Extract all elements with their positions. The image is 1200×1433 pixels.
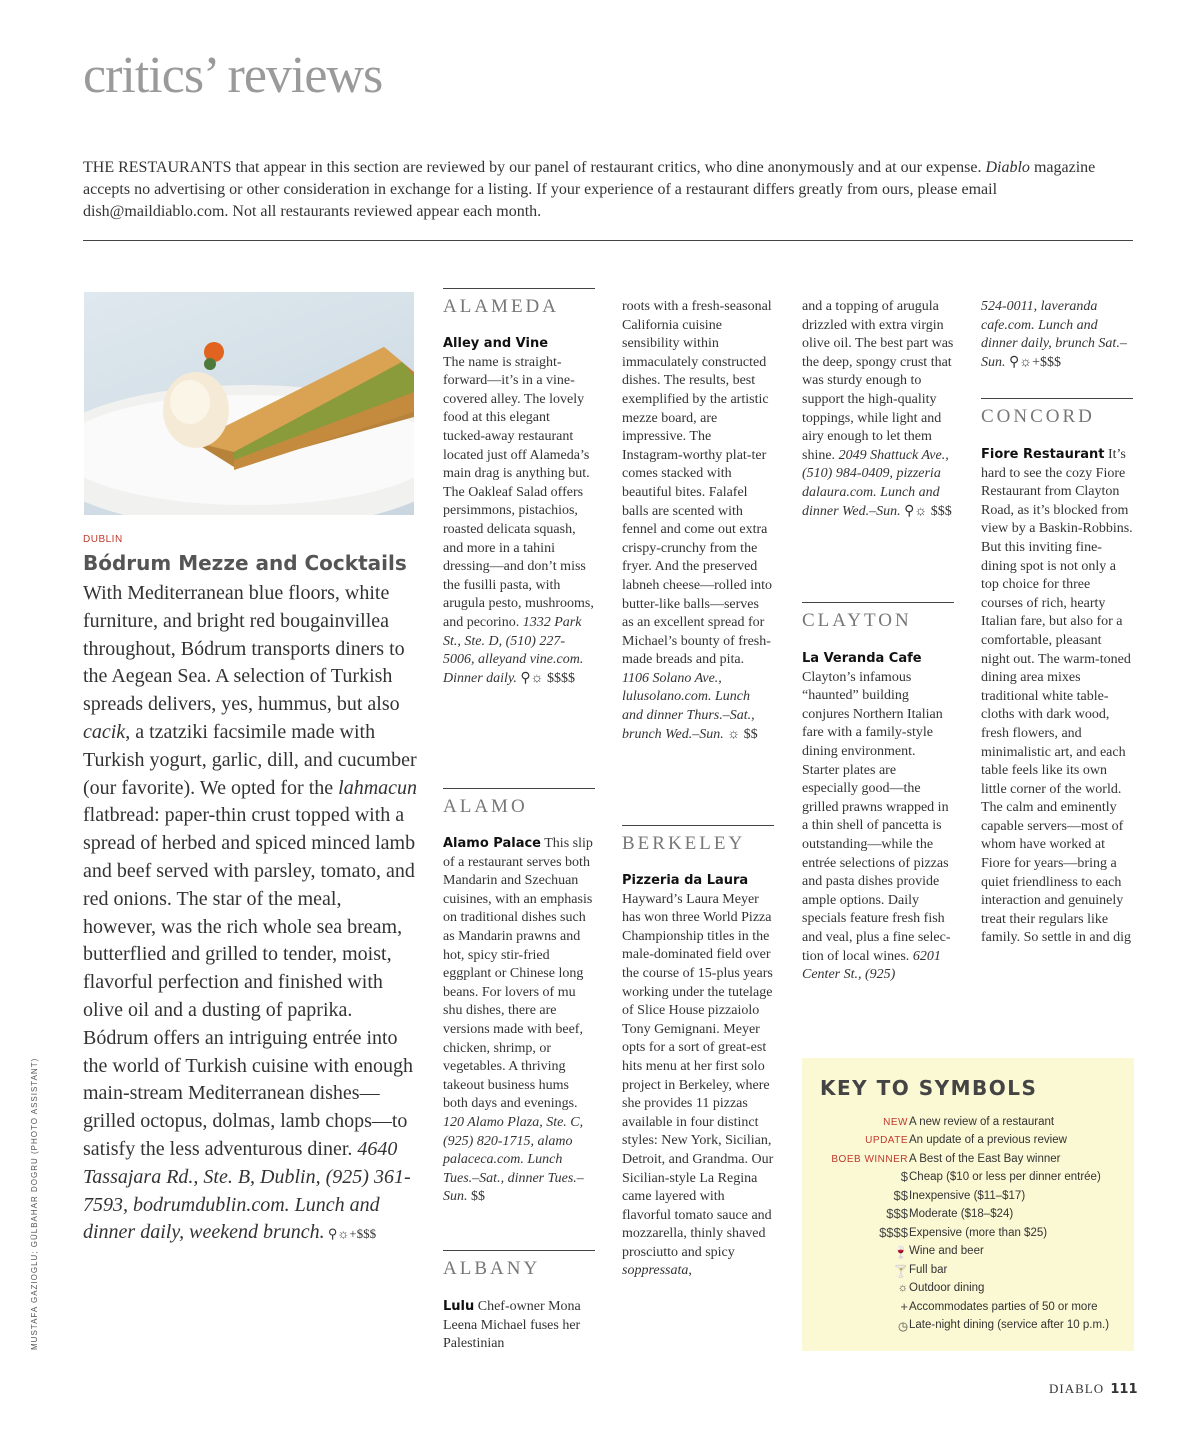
key-description: A new review of a restaurant: [909, 1116, 1055, 1128]
key-description: Cheap ($10 or less per dinner entrée): [909, 1171, 1101, 1183]
review-info: 120 Alamo Plaza, Ste. C, (925) 820-1715, alamo palaceca.com. Lunch Tues.–Sat., dinner Tues.–Sun.: [443, 1114, 584, 1205]
col4-divider: [981, 398, 1133, 399]
photo-credit: MUSTAFA GAZIOGLU; GÜLBAHAR DOGRU (PHOTO ASSISTANT): [30, 1057, 39, 1350]
intro-paragraph: [83, 157, 1133, 223]
page-number: 111: [1110, 1382, 1138, 1397]
plus-icon: +: [900, 1299, 908, 1314]
restaurant-name: Fiore Restaurant: [981, 447, 1105, 462]
key-description: Inexpensive ($11–$17): [909, 1190, 1026, 1202]
key-description: Expensive (more than $25): [909, 1227, 1048, 1239]
key-symbol: UPDATE: [865, 1135, 908, 1146]
featured-text-1: With Mediterranean blue floors, white furniture, and bright red bougainvillea throughout, Bódrum transports diners to the Aegean Sea. A selection of Turkish spreads delivers, yes, hummus, but also: [83, 582, 405, 716]
wine-glass-icon: 🍷: [893, 1247, 908, 1259]
key-row: [808, 1264, 1128, 1283]
review-pizzeria-continued: [802, 298, 954, 521]
review-la-veranda: [802, 650, 954, 985]
city-berkeley: BERKELEY: [622, 833, 746, 854]
restaurant-name: Pizzeria da Laura: [622, 873, 749, 888]
key-row: [808, 1245, 1128, 1264]
section-title: critics’ reviews: [83, 47, 383, 104]
review-symbols: ⚲☼+: [1005, 354, 1040, 370]
featured-em-1: cacik: [83, 720, 126, 743]
key-symbol: $: [900, 1169, 908, 1184]
col1-divider-c: [443, 1250, 595, 1251]
key-description: Full bar: [909, 1264, 948, 1276]
key-symbol: $$$: [886, 1206, 908, 1221]
intro-text-2: magazine accepts no advertising or other consideration in exchange for a listing. If your experience of a restaurant differs greatly from ours, please email dish@maildiablo.com. Not all restaurants reviewed appear each month.: [83, 159, 1096, 220]
key-row: [808, 1190, 1128, 1209]
featured-info: 4640 Tassajara Rd., Ste. B, Dublin, (925) 361-7593, bodrumdublin.com. Lunch and dinner daily, weekend brunch.: [83, 1137, 411, 1244]
key-row: [808, 1208, 1128, 1227]
featured-photo: [84, 292, 414, 515]
review-text: and a topping of arugula drizzled with extra virgin olive oil. The best part was the deep, spongy crust that was sturdy enough to support the high-quality toppings, while light and airy enough to let them shine.: [802, 299, 954, 463]
featured-symbols: ⚲☼+: [324, 1226, 357, 1242]
col3-divider: [802, 602, 954, 603]
key-description: Late-night dining (service after 10 p.m.): [909, 1319, 1110, 1331]
review-lulu-continued: [622, 298, 774, 744]
review-info: 2049 Shattuck Ave., (510) 984-0409, pizzeria dalaura.com. Lunch and dinner Wed.–Sun.: [802, 447, 949, 519]
featured-restaurant-name: Bódrum Mezze and Cocktails: [83, 551, 407, 575]
key-symbol: NEW: [883, 1117, 908, 1128]
key-row: [808, 1301, 1128, 1320]
review-alamo-palace: [443, 835, 595, 1207]
review-symbols: ☼: [723, 726, 744, 742]
key-description: Wine and beer: [909, 1245, 984, 1257]
key-description: A Best of the East Bay winner: [909, 1153, 1061, 1165]
key-description: Accommodates parties of 50 or more: [909, 1301, 1098, 1313]
restaurant-name: Alley and Vine: [443, 336, 549, 351]
sun-icon: ☼: [897, 1282, 908, 1294]
key-description: Moderate ($18–$24): [909, 1208, 1014, 1220]
review-info: 524-0011, laveranda cafe.com. Lunch and dinner daily, brunch Sat.–Sun.: [981, 299, 1127, 370]
featured-em-2: lahmacun: [338, 776, 418, 799]
review-text: This slip of a restaurant serves both Mandarin and Szechuan cuisines, with an emphasis on traditional dishes such as Mandarin prawns and hot, spicy stir-fried eggplant or Chinese long beans. For lovers of mu shu dishes, there are versions made with beef, chicken, shrimp, or vegetables. A thriving takeout business hums both days and evenings.: [443, 836, 593, 1112]
intro-lead: THE RESTAURANTS: [83, 159, 232, 176]
review-text: Hayward’s Laura Meyer has won three World Pizza Championship titles in the male-dominated field over the course of 15-plus years working under the tutelage of Slice House pizzaiolo Tony Gemignani. Meyer opts for a sort of great-est hits menu at her first solo project in Berkeley, where she provides 11 pizzas available in four distinct styles: New York, Sicilian, Detroit, and Grandma. Our Sicilian-style La Regina came layered with flavorful tomato sauce and mozzarella, thinly shaved prosciutto and spicy: [622, 891, 774, 1260]
review-text-end: ,: [688, 1263, 692, 1279]
baklava-illustration: [84, 292, 414, 515]
featured-review-body: [83, 580, 418, 1248]
intro-magazine: Diablo: [985, 159, 1030, 176]
city-albany: ALBANY: [443, 1258, 541, 1279]
review-text: It’s hard to see the cozy Fiore Restaurant from Clayton Road, as it’s blocked from view by a Baskin-Robbins. But this inviting fine-dining spot is not only a top choice for three courses of rich, hearty Italian fare, but also for a comfortable, pleasant night out. The warm-toned dining area mixes traditional white table-cloths with dark wood, fresh flowers, and minimalistic art, and each table feels like its own little corner of the world. The calm and eminently capable servers—most of whom have worked at Fiore for years—bring a quiet friendliness to each interaction and genuinely treat their regulars like family. So settle in and dig: [981, 447, 1133, 946]
review-price: $$: [743, 726, 758, 742]
review-text: The name is straight-forward—it’s in a vine-covered alley. The lovely food at this elegant tucked-away restaurant located just off Alameda’s main drag is anything but. The Oakleaf Salad offers persimmons, pistachios, roasted delicata squash, and more in a tahini dressing—and don’t miss the fusilli pasta, with arugula pesto, mushrooms, and pecorino.: [443, 354, 594, 630]
city-clayton: CLAYTON: [802, 610, 912, 631]
key-row: [808, 1319, 1128, 1338]
key-description: An update of a previous review: [909, 1134, 1067, 1146]
featured-price: $$$: [356, 1226, 377, 1242]
intro-divider: [83, 240, 1133, 241]
col1-divider-b: [443, 788, 595, 789]
featured-text-3: flatbread: paper-thin crust topped with a spread of herbed and spiced minced lamb and beef served with parsley, tomato, and red onions. The star of the meal, however, was the rich whole sea bream, butterflied and grilled to tender, moist, flavorful perfection and finished with olive oil and a dusting of paprika. Bódrum offers an intriguing entrée into the world of Turkish cuisine with enough main-stream Mediterranean dishes—grilled octopus, dolmas, lamb chops—to satisfy the less adventurous diner.: [83, 804, 416, 1160]
cocktail-glass-icon: 🍸: [893, 1266, 908, 1278]
key-row: [808, 1153, 1128, 1172]
intro-text: that appear in this section are reviewed by our panel of restaurant critics, who dine anonymously and at our expense.: [231, 159, 986, 176]
review-price: $$$$: [546, 670, 575, 686]
review-la-veranda-continued: [981, 298, 1133, 372]
key-title: KEY TO SYMBOLS: [820, 1076, 1038, 1100]
review-fiore: [981, 446, 1133, 948]
review-info: 1106 Solano Ave., lulusolano.com. Lunch and dinner Thurs.–Sat., brunch Wed.–Sun.: [622, 670, 755, 742]
col2-divider: [622, 825, 774, 826]
col1-divider-a: [443, 288, 595, 289]
review-text: Chef-owner Mona Leena Michael fuses her Palestinian: [443, 1299, 581, 1352]
review-info: 6201 Center St., (925): [802, 948, 941, 983]
key-symbol: $$$$: [879, 1225, 908, 1240]
key-row: [808, 1116, 1128, 1135]
review-pizzeria-da-laura: [622, 872, 774, 1281]
key-row: [808, 1134, 1128, 1153]
review-price: $$$: [1039, 354, 1061, 370]
key-description: Outdoor dining: [909, 1282, 985, 1294]
review-alley-and-vine: [443, 335, 595, 688]
city-alamo: ALAMO: [443, 796, 528, 817]
review-lulu: [443, 1298, 595, 1354]
review-em: soppressata: [622, 1263, 689, 1279]
page-footer: [1049, 1381, 1138, 1397]
city-concord: CONCORD: [981, 406, 1095, 427]
review-price: $$$: [930, 503, 952, 519]
city-alameda: ALAMEDA: [443, 296, 559, 317]
restaurant-name: Lulu: [443, 1299, 475, 1314]
key-row: [808, 1171, 1128, 1190]
footer-magazine: DIABLO: [1049, 1381, 1105, 1396]
key-row: [808, 1282, 1128, 1301]
review-info: 1332 Park St., Ste. D, (510) 227-5006, alleyand vine.com. Dinner daily.: [443, 614, 584, 686]
featured-city: DUBLIN: [83, 534, 123, 545]
key-row: [808, 1227, 1128, 1246]
restaurant-name: La Veranda Cafe: [802, 651, 922, 666]
review-price: $$: [467, 1189, 485, 1205]
clock-icon: ◷: [897, 1321, 908, 1333]
key-symbol: $$: [893, 1188, 908, 1203]
restaurant-name: Alamo Palace: [443, 836, 541, 851]
review-symbols: ⚲☼: [900, 503, 931, 519]
review-symbols: ⚲☼: [516, 670, 547, 686]
review-text: roots with a fresh-seasonal California cuisine sensibility within immaculately constructed dishes. The results, best exemplified by the artistic mezze board, are impressive. The Instagram-worthy plat-ter comes stacked with beautiful bites. Falafel balls are scented with fennel and come out extra crispy-crunchy from the fryer. And the preserved labneh cheese—rolled into butter-like balls—serves as an excellent spread for Michael’s bounty of fresh-made breads and pita.: [622, 299, 773, 668]
featured-text-2: , a tzatziki facsimile made with Turkish yogurt, garlic, dill, and cucumber (our favorite). We opted for the: [83, 720, 417, 799]
key-symbol: BOEB WINNER: [831, 1154, 908, 1165]
review-text: Clayton’s infamous “haunted” building conjures Northern Italian fare with a family-style dining environment. Starter plates are especially good—the grilled prawns wrapped in a thin shell of pancetta is outstanding—while the entrée selections of pizzas and pasta dishes provide ample options. Daily specials feature fresh fish and veal, plus a fine selec-tion of local wines.: [802, 669, 951, 964]
